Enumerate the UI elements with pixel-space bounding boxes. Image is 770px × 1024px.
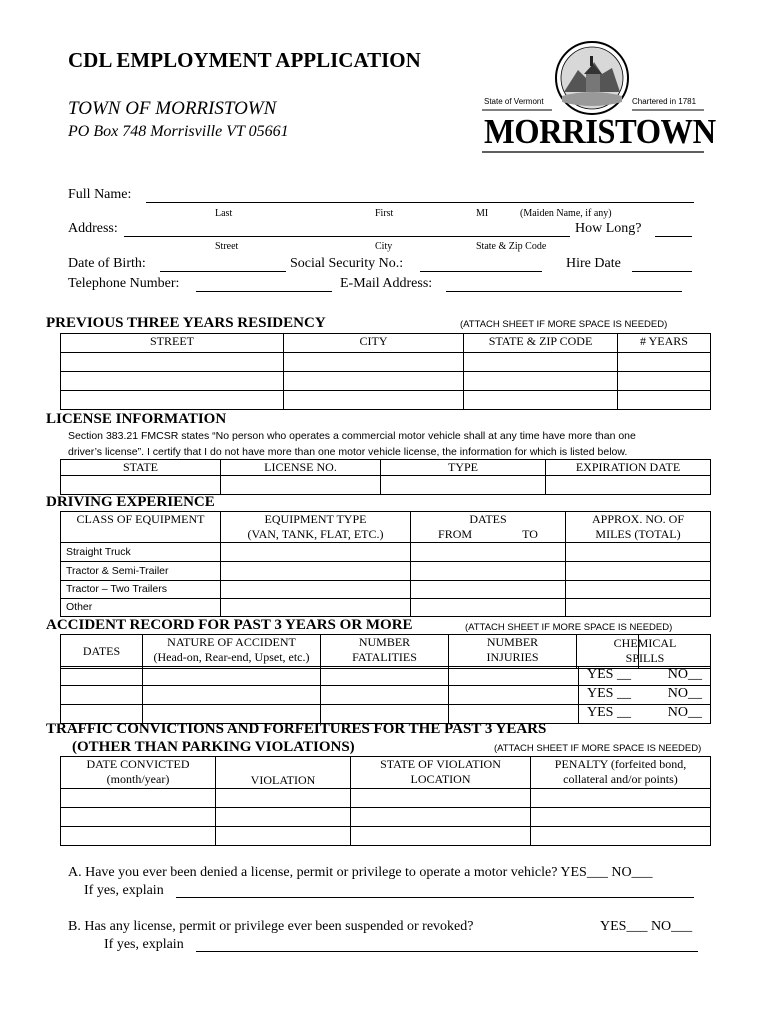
residency-table bbox=[60, 333, 711, 410]
yes-option[interactable]: YES __ bbox=[587, 705, 631, 720]
license-heading: LICENSE INFORMATION bbox=[46, 411, 227, 427]
cell-input[interactable] bbox=[61, 372, 284, 391]
email-field[interactable] bbox=[446, 291, 682, 292]
col-state: STATE bbox=[61, 460, 221, 476]
cell-input[interactable] bbox=[449, 686, 579, 705]
col-penalty-line2: collateral and/or points) bbox=[563, 772, 678, 786]
row-label: Tractor – Two Trailers bbox=[61, 581, 221, 599]
cell-input[interactable] bbox=[284, 353, 464, 372]
sub-label-last: Last bbox=[215, 208, 233, 219]
cell-input[interactable] bbox=[566, 543, 711, 562]
telephone-label: Telephone Number: bbox=[68, 276, 180, 291]
cell-input[interactable] bbox=[143, 667, 321, 686]
col-state-zip: STATE & ZIP CODE bbox=[464, 334, 618, 353]
question-b: B. Has any license, permit or privilege ever been suspended or revoked? bbox=[68, 919, 474, 934]
town-name: TOWN OF MORRISTOWN bbox=[68, 98, 277, 119]
col-injuries-line2: INJURIES bbox=[486, 650, 539, 664]
col-nature-line1: NATURE OF ACCIDENT bbox=[167, 635, 296, 649]
address-field[interactable] bbox=[124, 236, 570, 237]
question-a-explain-field[interactable] bbox=[176, 897, 694, 898]
sub-label-first: First bbox=[375, 208, 394, 219]
cell-input[interactable] bbox=[411, 562, 566, 581]
traffic-attach-note: (ATTACH SHEET IF MORE SPACE IS NEEDED) bbox=[494, 743, 702, 754]
col-dates-line1: DATES bbox=[469, 512, 507, 526]
cell-input[interactable] bbox=[351, 808, 531, 827]
traffic-heading: TRAFFIC CONVICTIONS AND FORFEITURES FOR THE PAST 3 YEARS bbox=[46, 721, 547, 737]
question-a-explain-label: If yes, explain bbox=[84, 883, 164, 898]
cell-input[interactable] bbox=[284, 372, 464, 391]
yes-option[interactable]: YES __ bbox=[587, 667, 631, 682]
cell-input[interactable] bbox=[449, 667, 579, 686]
cell-input[interactable] bbox=[321, 667, 449, 686]
question-b-explain-field[interactable] bbox=[196, 951, 698, 952]
cell-input[interactable] bbox=[618, 353, 711, 372]
cell-input[interactable] bbox=[411, 599, 566, 617]
cell-input[interactable] bbox=[61, 391, 284, 410]
dob-field[interactable] bbox=[160, 271, 286, 272]
cell-input[interactable] bbox=[566, 581, 711, 599]
table-row bbox=[61, 667, 711, 686]
cell-input[interactable] bbox=[531, 789, 711, 808]
cell-input[interactable] bbox=[351, 827, 531, 846]
table-row bbox=[61, 827, 711, 846]
col-spills bbox=[580, 636, 710, 666]
page-title: CDL EMPLOYMENT APPLICATION bbox=[68, 48, 421, 72]
accident-heading: ACCIDENT RECORD FOR PAST 3 YEARS OR MORE bbox=[46, 617, 413, 633]
how-long-label: How Long? bbox=[575, 221, 642, 236]
cell-input[interactable] bbox=[221, 543, 411, 562]
spills-yes-no[interactable] bbox=[579, 686, 711, 705]
col-penalty-line1: PENALTY (forfeited bond, bbox=[554, 757, 687, 771]
cell-input[interactable] bbox=[411, 543, 566, 562]
col-dates-to: TO bbox=[522, 527, 538, 541]
question-b-explain-label: If yes, explain bbox=[104, 937, 184, 952]
col-fatalities-line1: NUMBER bbox=[358, 635, 411, 649]
table-row bbox=[61, 686, 711, 705]
cell-input[interactable] bbox=[531, 808, 711, 827]
question-a: A. Have you ever been denied a license, permit or privilege to operate a motor vehicle? YES___ NO___ bbox=[68, 865, 653, 880]
table-row bbox=[61, 391, 711, 410]
traffic-subheading: (OTHER THAN PARKING VIOLATIONS) bbox=[72, 739, 355, 755]
sub-label-state-zip: State & Zip Code bbox=[476, 241, 547, 252]
col-penalty bbox=[531, 757, 711, 789]
sub-label-street: Street bbox=[215, 241, 239, 252]
ssn-field[interactable] bbox=[420, 271, 542, 272]
cell-input[interactable] bbox=[221, 599, 411, 617]
col-fatalities-line2: FATALITIES bbox=[352, 650, 417, 664]
col-city: CITY bbox=[284, 334, 464, 353]
cell-input[interactable] bbox=[284, 391, 464, 410]
cell-input[interactable] bbox=[411, 581, 566, 599]
table-row bbox=[61, 562, 711, 581]
cell-input[interactable] bbox=[464, 353, 618, 372]
license-statement-2: driver’s license”. I certify that I do not have more than one motor vehicle license, the information for which is listed below. bbox=[68, 446, 628, 458]
sub-label-maiden: (Maiden Name, if any) bbox=[520, 208, 612, 219]
col-type: TYPE bbox=[381, 460, 546, 476]
col-miles bbox=[566, 512, 711, 543]
col-years: # YEARS bbox=[618, 334, 711, 353]
table-row bbox=[61, 353, 711, 372]
col-state-violation bbox=[351, 757, 531, 789]
no-option[interactable]: NO__ bbox=[667, 705, 702, 720]
cell-input[interactable] bbox=[546, 476, 711, 495]
full-name-label: Full Name: bbox=[68, 187, 132, 202]
hire-date-label: Hire Date bbox=[566, 256, 621, 271]
hire-date-field[interactable] bbox=[632, 271, 692, 272]
cell-input[interactable] bbox=[381, 476, 546, 495]
question-b-yes-no[interactable]: YES___ NO___ bbox=[600, 919, 693, 934]
col-date-convicted-line2: (month/year) bbox=[106, 772, 170, 786]
col-injuries-line1: NUMBER bbox=[486, 635, 539, 649]
cell-input[interactable] bbox=[221, 581, 411, 599]
col-equipment-type-line1: EQUIPMENT TYPE bbox=[264, 512, 367, 526]
col-spills-line1: CHEMICAL bbox=[613, 636, 677, 650]
cell-input[interactable] bbox=[531, 827, 711, 846]
cell-input[interactable] bbox=[216, 827, 351, 846]
col-dates: DATES bbox=[61, 635, 143, 669]
cell-input[interactable] bbox=[464, 391, 618, 410]
ssn-label: Social Security No.: bbox=[290, 256, 404, 271]
cell-input[interactable] bbox=[143, 686, 321, 705]
spills-yes-no[interactable] bbox=[579, 705, 711, 724]
cell-input[interactable] bbox=[216, 789, 351, 808]
residency-heading: PREVIOUS THREE YEARS RESIDENCY bbox=[46, 315, 326, 331]
spills-yes-no[interactable] bbox=[579, 667, 711, 686]
col-violation: VIOLATION bbox=[216, 757, 351, 789]
traffic-table bbox=[60, 756, 711, 846]
logo-wordmark: MORRISTOWN bbox=[484, 112, 716, 151]
col-state-violation-line2: LOCATION bbox=[410, 772, 471, 786]
table-row bbox=[61, 581, 711, 599]
col-street: STREET bbox=[61, 334, 284, 353]
col-dates bbox=[411, 512, 566, 543]
table-row bbox=[61, 789, 711, 808]
cell-input[interactable] bbox=[618, 372, 711, 391]
col-nature bbox=[143, 635, 321, 669]
col-dates-from: FROM bbox=[438, 527, 473, 541]
cell-input[interactable] bbox=[221, 562, 411, 581]
no-option[interactable]: NO__ bbox=[667, 686, 702, 701]
table-row bbox=[61, 476, 711, 495]
how-long-field[interactable] bbox=[655, 236, 692, 237]
col-license-no: LICENSE NO. bbox=[221, 460, 381, 476]
full-name-field[interactable] bbox=[146, 202, 694, 203]
col-date-convicted bbox=[61, 757, 216, 789]
col-equipment-type bbox=[221, 512, 411, 543]
row-label: Other bbox=[61, 599, 221, 617]
row-label: Straight Truck bbox=[61, 543, 221, 562]
col-class: CLASS OF EQUIPMENT bbox=[61, 512, 221, 543]
row-label: Tractor & Semi-Trailer bbox=[61, 562, 221, 581]
col-equipment-type-line2: (VAN, TANK, FLAT, ETC.) bbox=[247, 527, 384, 541]
col-expiration: EXPIRATION DATE bbox=[546, 460, 711, 476]
col-nature-line2: (Head-on, Rear-end, Upset, etc.) bbox=[153, 650, 310, 664]
sub-label-mi: MI bbox=[476, 208, 489, 219]
cell-input[interactable] bbox=[566, 599, 711, 617]
cell-input[interactable] bbox=[61, 686, 143, 705]
cell-input[interactable] bbox=[61, 827, 216, 846]
col-fatalities bbox=[321, 635, 449, 669]
cell-input[interactable] bbox=[618, 391, 711, 410]
table-row bbox=[61, 808, 711, 827]
license-statement-1: Section 383.21 FMCSR states “No person who operates a commercial motor vehicle shall at any time have more than one bbox=[68, 430, 636, 442]
cell-input[interactable] bbox=[566, 562, 711, 581]
telephone-field[interactable] bbox=[196, 291, 332, 292]
logo-chartered: Chartered in 1781 bbox=[632, 97, 697, 106]
col-miles-line1: APPROX. NO. OF bbox=[591, 512, 685, 526]
yes-option[interactable]: YES __ bbox=[587, 686, 631, 701]
cell-input[interactable] bbox=[61, 353, 284, 372]
town-logo bbox=[482, 40, 716, 156]
sub-label-city: City bbox=[375, 241, 393, 252]
cell-input[interactable] bbox=[321, 686, 449, 705]
dob-label: Date of Birth: bbox=[68, 256, 146, 271]
town-address: PO Box 748 Morrisville VT 05661 bbox=[68, 123, 289, 140]
table-row bbox=[61, 543, 711, 562]
accident-attach-note: (ATTACH SHEET IF MORE SPACE IS NEEDED) bbox=[465, 622, 673, 633]
cell-input[interactable] bbox=[221, 476, 381, 495]
email-label: E-Mail Address: bbox=[340, 276, 433, 291]
address-label: Address: bbox=[68, 221, 118, 236]
cell-input[interactable] bbox=[61, 476, 221, 495]
col-miles-line2: MILES (TOTAL) bbox=[595, 527, 681, 541]
col-date-convicted-line1: DATE CONVICTED bbox=[86, 757, 190, 771]
driving-table bbox=[60, 511, 711, 617]
cell-input[interactable] bbox=[61, 789, 216, 808]
no-option[interactable]: NO__ bbox=[667, 667, 702, 682]
cell-input[interactable] bbox=[216, 808, 351, 827]
license-table bbox=[60, 459, 711, 495]
accident-rows bbox=[60, 666, 711, 724]
cell-input[interactable] bbox=[61, 667, 143, 686]
logo-state: State of Vermont bbox=[484, 97, 544, 106]
driving-heading: DRIVING EXPERIENCE bbox=[46, 494, 215, 510]
cell-input[interactable] bbox=[61, 808, 216, 827]
cell-input[interactable] bbox=[351, 789, 531, 808]
col-state-violation-line1: STATE OF VIOLATION bbox=[380, 757, 501, 771]
residency-attach-note: (ATTACH SHEET IF MORE SPACE IS NEEDED) bbox=[460, 319, 668, 330]
table-row bbox=[61, 599, 711, 617]
table-row bbox=[61, 372, 711, 391]
cell-input[interactable] bbox=[464, 372, 618, 391]
col-spills-line2: SPILLS bbox=[625, 651, 665, 665]
